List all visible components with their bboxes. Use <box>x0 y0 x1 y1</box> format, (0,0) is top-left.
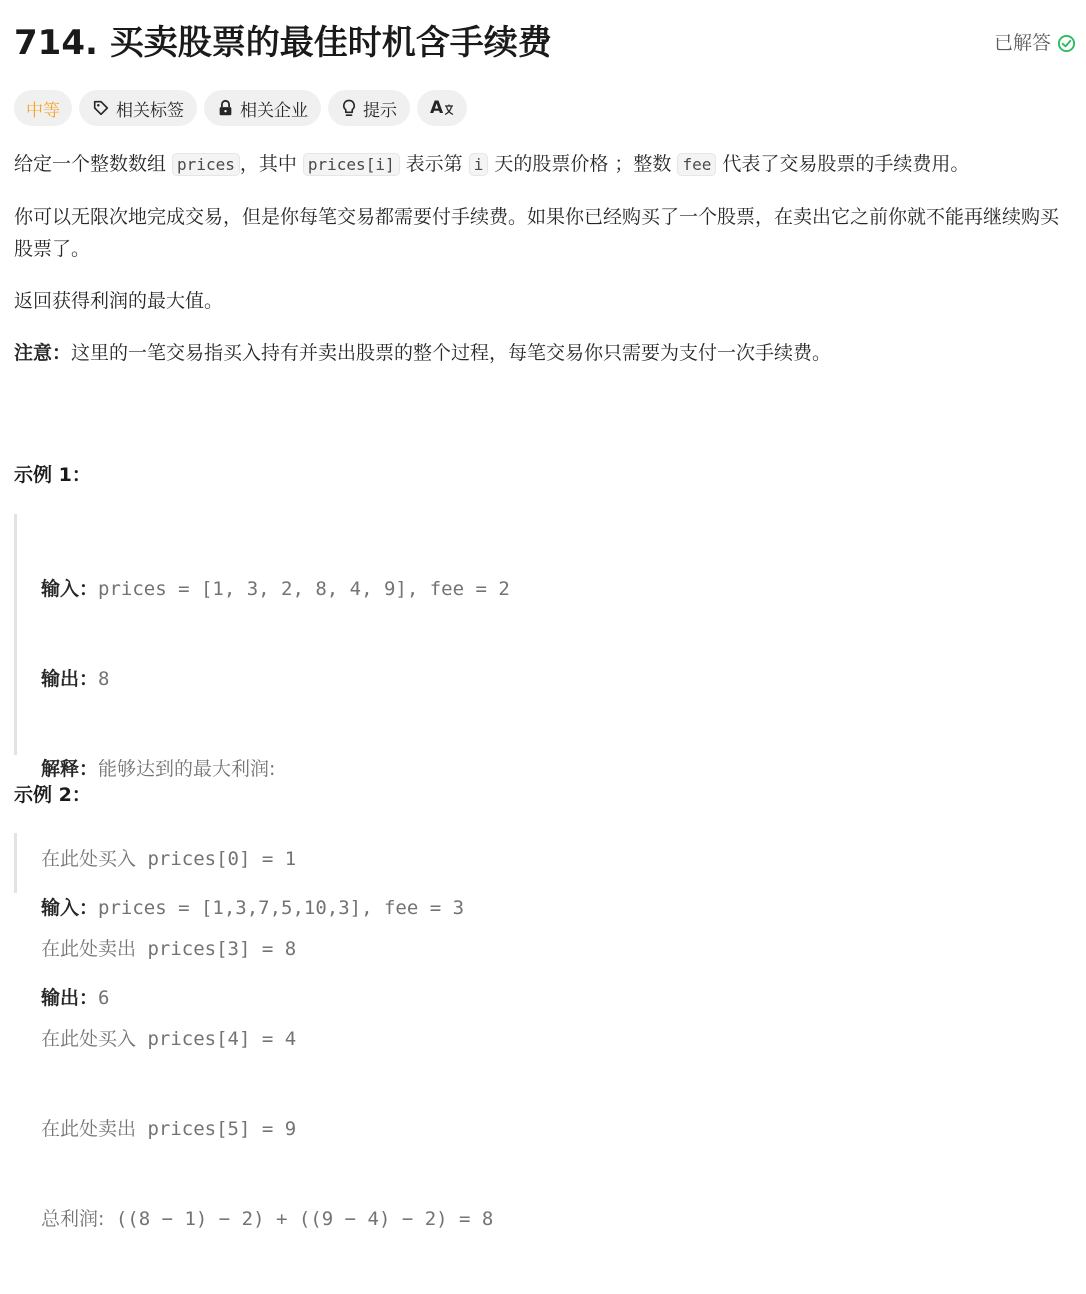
input-label: 输入： <box>41 578 99 600</box>
example-2-title: 示例 2： <box>14 784 91 806</box>
input-label: 输入： <box>41 897 99 919</box>
explain-label: 解释： <box>41 758 99 780</box>
related-companies-label: 相关企业 <box>240 100 308 121</box>
desc-text: ，其中 <box>239 153 303 175</box>
hint-button[interactable] <box>328 90 410 126</box>
input-value: prices = [1,3,7,5,10,3], fee = 3 <box>98 897 465 919</box>
tag-icon <box>92 99 110 117</box>
step-text: 在此处买入 <box>41 848 137 870</box>
inline-code: prices[i] <box>303 153 400 176</box>
lock-icon <box>217 99 234 117</box>
problem-title: 714. 买卖股票的最佳时机含手续费 <box>14 23 552 63</box>
step-text: 在此处卖出 <box>41 1118 137 1140</box>
output-value: 8 <box>98 668 110 690</box>
inline-code: i <box>469 153 489 176</box>
solved-label: 已解答 <box>993 32 1051 54</box>
explanation-total <box>41 1204 510 1234</box>
description-paragraph-2: 你可以无限次地完成交易，但是你每笔交易都需要付手续费。如果你已经购买了一个股票，在卖出它之前你就不能再继续购买股票了。 <box>14 206 1060 260</box>
related-tags-label: 相关标签 <box>116 100 184 121</box>
description-paragraph-1 <box>14 148 1076 181</box>
example-1-title: 示例 1： <box>14 464 91 486</box>
explanation-step <box>41 1114 510 1144</box>
font-toggle-button[interactable] <box>417 90 467 126</box>
hint-label: 提示 <box>363 100 397 121</box>
desc-text: 天的股票价格 ；整数 <box>488 153 678 175</box>
example-1-output <box>41 664 510 694</box>
example-1-explanation <box>41 754 510 784</box>
lightbulb-icon <box>341 99 357 118</box>
title-row <box>14 18 1076 68</box>
step-text: 在此处卖出 <box>41 938 137 960</box>
step-code: prices[3] = 8 <box>136 938 297 960</box>
solved-status <box>994 30 1076 56</box>
desc-text: 代表了交易股票的手续费用。 <box>716 153 970 175</box>
example-2-input <box>41 893 464 923</box>
description-note <box>14 337 1076 369</box>
step-code: prices[5] = 9 <box>136 1118 297 1140</box>
tag-bar <box>14 90 467 126</box>
example-2-output <box>41 983 464 1013</box>
translate-icon <box>430 98 454 118</box>
example-1-input <box>41 574 510 604</box>
step-code: prices[4] = 4 <box>136 1028 297 1050</box>
inline-code: prices <box>172 153 240 176</box>
problem-description <box>14 148 1076 389</box>
inline-code: fee <box>677 153 716 176</box>
desc-text: 表示第 <box>399 153 469 175</box>
output-label: 输出： <box>41 668 99 690</box>
total-code: ((8 − 1) − 2) + ((9 − 4) − 2) = 8 <box>104 1208 494 1230</box>
input-value: prices = [1, 3, 2, 8, 4, 9], fee = 2 <box>98 578 510 600</box>
output-label: 输出： <box>41 987 99 1009</box>
step-code: prices[0] = 1 <box>136 848 297 870</box>
description-paragraph-3: 返回获得利润的最大值。 <box>14 290 224 312</box>
output-value: 6 <box>98 987 110 1009</box>
related-tags-button[interactable] <box>79 90 197 126</box>
desc-text: 给定一个整数数组 <box>14 153 173 175</box>
explain-value: 能够达到的最大利润: <box>98 758 276 780</box>
difficulty-label: 中等 <box>26 100 60 121</box>
related-companies-button[interactable] <box>204 90 321 126</box>
note-text: 这里的一笔交易指买入持有并卖出股票的整个过程，每笔交易你只需要为支付一次手续费。 <box>71 342 832 364</box>
check-circle-icon <box>1057 34 1076 53</box>
total-text: 总利润: <box>41 1208 105 1230</box>
step-text: 在此处买入 <box>41 1028 137 1050</box>
font-toggle-letter: A <box>430 98 444 118</box>
note-label: 注意： <box>14 342 72 364</box>
difficulty-badge <box>14 90 72 126</box>
